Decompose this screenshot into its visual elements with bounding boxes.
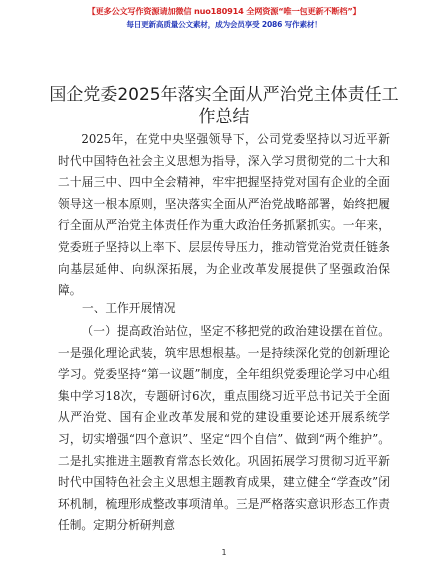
page-number: 1 [221,548,227,557]
document-title: 国企党委2025年落实全面从严治党主体责任工作总结 [49,85,399,127]
body-paragraph-intro: 2025年，在党中央坚强领导下，公司党委坚持以习近平新时代中国特色社会主义思想为指导，深入学习贯彻党的二十大和二十届三中、四中全会精神，牢牢把握坚持党对国有企业的全面领导这一根本原则，坚决落实全面从严治党战略部署，始终把履行全面从严治党主体责任作为重大政治任务抓紧抓实。一年来，党委班子坚持以上率下、层层传导压力，推动管党治党责任链条向基层延伸、向纵深拓展，为企业改革发展提供了坚强政治保障。 [58,132,390,298]
section-heading: 一、工作开展情况 [82,301,176,315]
promo-banner [0,5,448,31]
promo-banner-line-1: 【更多公文写作资源请加微信 nuo180914 全网资源“唯一包更新不断档”】 [87,6,361,16]
promo-banner-line-2: 每日更新高质量公文素材，成为会员享受 2086 写作素材！ [126,20,322,29]
body-paragraph-section-1: （一）提高政治站位，坚定不移把党的政治建设摆在首位。一是强化理论武装，筑牢思想根基。一是持续深化党的创新理论学习。党委坚持“第一议题”制度，全年组织党委理论学习中心组集中学习18次，专题研讨6次，重点围绕习近平总书记关于全面从严治党、国有企业改革发展和党的建设重要论述开展系统学习，切实增强“四个意识”、坚定“四个自信”、做到“两个维护”。二是扎实推进主题教育常态长效化。巩固拓展学习贯彻习近平新时代中国特色社会主义思想主题教育成果，建立健全“学查改”闭环机制，梳理形成整改事项清单。三是严格落实意识形态工作责任制。定期分析研判意 [58,324,390,533]
